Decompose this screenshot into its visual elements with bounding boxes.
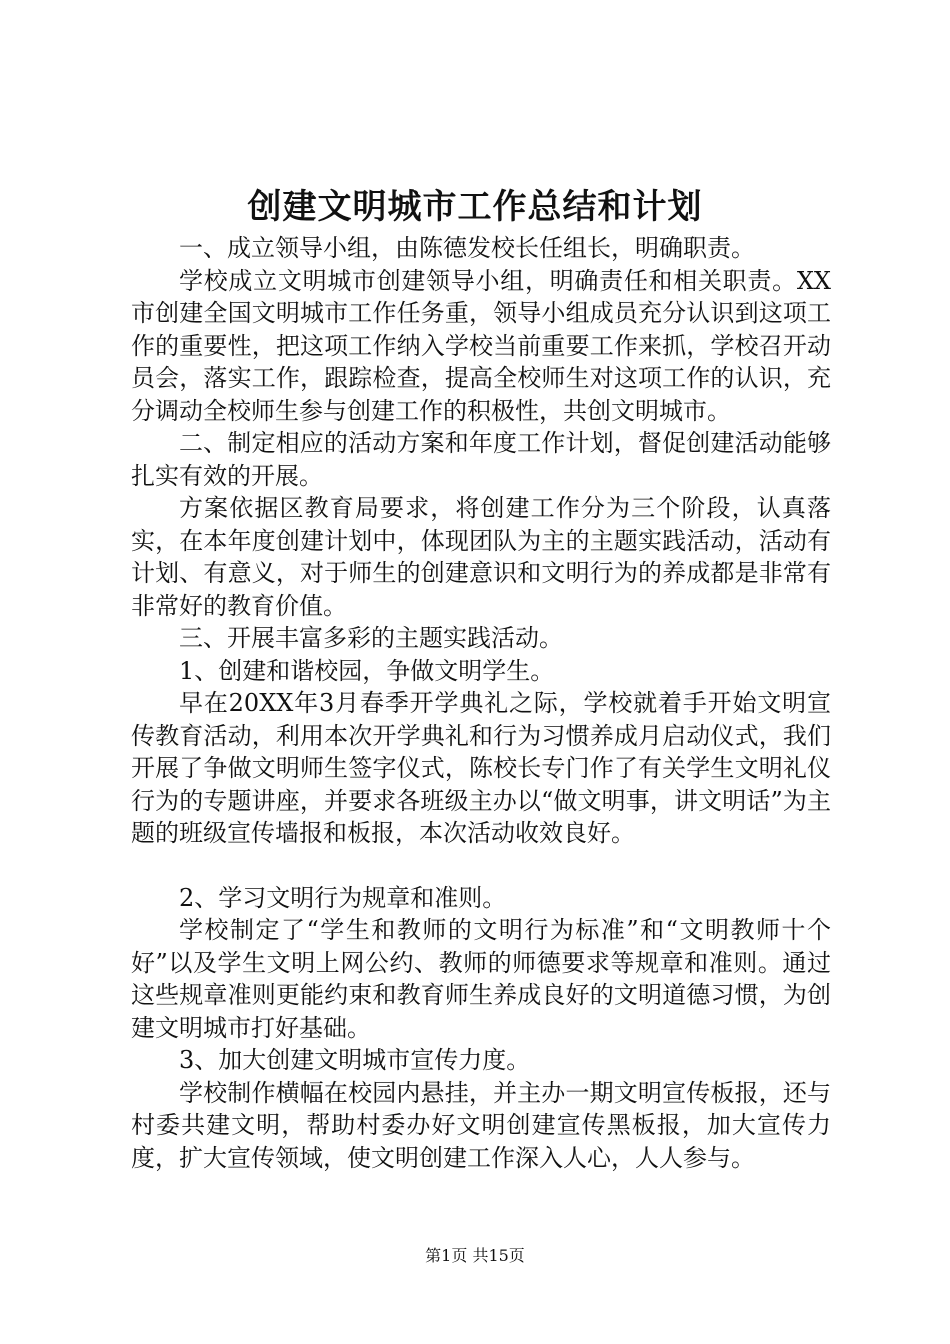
paragraph: 早在20XX年3月春季开学典礼之际，学校就着手开始文明宣传教育活动，利用本次开学典礼和行为习惯养成月启动仪式，我们开展了争做文明师生签字仪式，陈校长专门作了有关学生文明礼仪行为的专题讲座，并要求各班级主办以“做文明事，讲文明话”为主题的班级宣传墙报和板报，本次活动收效良好。 [131,689,831,847]
paragraph: 方案依据区教育局要求，将创建工作分为三个阶段，认真落实，在本年度创建计划中，体现团队为主的主题实践活动，活动有计划、有意义，对于师生的创建意识和文明行为的养成都是非常有非常好的教育价值。 [131,494,831,620]
document-title: 创建文明城市工作总结和计划 [247,187,703,227]
paragraph: 学校制作横幅在校园内悬挂，并主办一期文明宣传板报，还与村委共建文明，帮助村委办好文明创建宣传黑板报，加大宣传力度，扩大宣传领域，使文明创建工作深入人心，人人参与。 [131,1078,831,1172]
subheading-3: 3、加大创建文明城市宣传力度。 [179,1046,531,1074]
subheading-1: 1、创建和谐校园，争做文明学生。 [179,656,555,685]
paragraph-heading-2: 二、制定相应的活动方案和年度工作计划，督促创建活动能够扎实有效的开展。 [131,429,831,490]
paragraph: 学校成立文明城市创建领导小组，明确责任和相关职责。XX市创建全国文明城市工作任务重，领导小组成员充分认识到这项工作的重要性，把这项工作纳入学校当前重要工作来抓，学校召开动员会，落实工作，跟踪检查，提高全校师生对这项工作的认识，充分调动全校师生参与创建工作的积极性，共创文明城市。 [131,266,831,425]
paragraph-heading-1: 一、成立领导小组，由陈德发校长任组长，明确职责。 [179,234,755,262]
page-number-footer: 第1页 共15页 [425,1246,525,1265]
paragraph: 学校制定了“学生和教师的文明行为标准”和“文明教师十个好”以及学生文明上网公约、教师的师德要求等规章和准则。通过这些规章准则更能约束和教育师生养成良好的文明道德习惯，为创建文明城市打好基础。 [131,916,831,1042]
paragraph-heading-3: 三、开展丰富多彩的主题实践活动。 [179,624,563,652]
subheading-2: 2、学习文明行为规章和准则。 [179,883,507,912]
document-body [131,232,831,1174]
